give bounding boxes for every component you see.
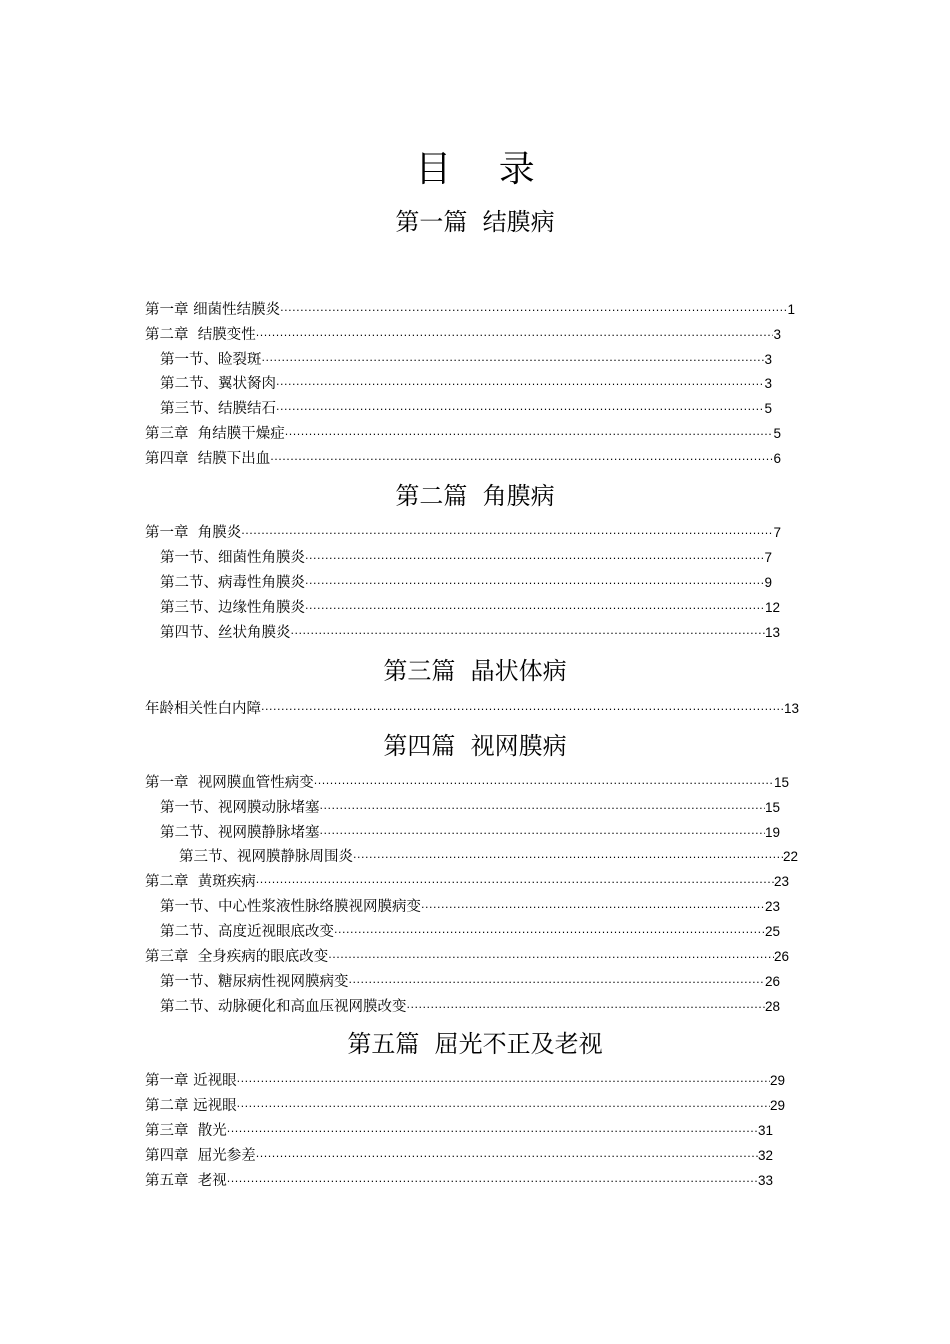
dot-leader — [305, 598, 765, 619]
toc-entry-page: 32 — [757, 1148, 773, 1163]
toc-entry-label: 第二章 远视眼 — [145, 1098, 237, 1114]
dot-leader — [320, 798, 765, 819]
toc-entry-label: 第三节、边缘性角膜炎 — [160, 600, 305, 616]
toc-entry-page: 9 — [764, 575, 772, 590]
dot-leader — [262, 350, 765, 371]
toc-entry[interactable] — [145, 324, 781, 346]
dot-leader — [237, 1096, 770, 1117]
dot-leader — [276, 374, 764, 395]
dot-leader — [256, 872, 774, 893]
toc-entry-label: 第二章 结膜变性 — [145, 327, 256, 343]
toc-entry-page: 3 — [773, 327, 781, 342]
dot-leader — [270, 449, 773, 470]
part-heading-5: 第五篇 屈光不正及老视 — [347, 1030, 603, 1058]
dot-leader — [320, 823, 765, 844]
dot-leader — [280, 300, 787, 321]
dot-leader — [291, 623, 765, 644]
part-heading-4: 第四篇 视网膜病 — [383, 732, 567, 760]
dot-leader — [285, 424, 774, 445]
toc-entry-label: 第三章 散光 — [145, 1123, 227, 1139]
toc-entry[interactable] — [145, 1070, 785, 1092]
toc-entry-label: 第三章 全身疾病的眼底改变 — [145, 949, 329, 965]
dot-leader — [241, 523, 773, 544]
toc-entry-label: 第四章 结膜下出血 — [145, 451, 271, 467]
toc-entry-label: 第二节、视网膜静脉堵塞 — [160, 825, 320, 841]
dot-leader — [328, 947, 774, 968]
toc-entry-page: 13 — [764, 625, 780, 640]
toc-entry-label: 第二节、翼状胬肉 — [160, 376, 276, 392]
toc-entry[interactable] — [179, 846, 798, 868]
toc-entry-label: 第二节、高度近视眼底改变 — [160, 924, 334, 940]
toc-entry[interactable] — [145, 1120, 773, 1142]
toc-entry[interactable] — [145, 448, 781, 470]
dot-leader — [421, 897, 765, 918]
toc-entry-label: 第一节、视网膜动脉堵塞 — [160, 800, 320, 816]
toc-entry-label: 第四节、丝状角膜炎 — [160, 625, 291, 641]
toc-entry-page: 29 — [769, 1098, 785, 1113]
dot-leader — [305, 573, 764, 594]
dot-leader — [276, 399, 764, 420]
toc-entry-page: 12 — [764, 600, 780, 615]
toc-entry[interactable] — [145, 698, 799, 720]
toc-entry-label: 第一章 细菌性结膜炎 — [145, 302, 281, 318]
toc-entry[interactable] — [145, 1170, 773, 1192]
part-heading-3: 第三篇 晶状体病 — [383, 657, 567, 685]
toc-entry-page: 6 — [773, 451, 781, 466]
dot-leader — [353, 847, 783, 868]
toc-entry-label: 第一节、细菌性角膜炎 — [160, 550, 305, 566]
dot-leader — [349, 972, 765, 993]
toc-entry-label: 第一章 近视眼 — [145, 1073, 237, 1089]
part-heading-1: 第一篇 结膜病 — [395, 208, 555, 236]
toc-entry-label: 第三节、视网膜静脉周围炎 — [179, 849, 353, 865]
toc-entry[interactable] — [145, 423, 781, 445]
toc-entry-label: 第二章 黄斑疾病 — [145, 874, 256, 890]
toc-entry[interactable] — [145, 871, 789, 893]
dot-leader — [237, 1071, 770, 1092]
toc-entry[interactable] — [160, 373, 772, 395]
toc-entry-page: 31 — [757, 1123, 773, 1138]
toc-entry-page: 25 — [764, 924, 780, 939]
toc-entry-label: 年龄相关性白内障 — [145, 701, 261, 717]
toc-entry-label: 第三章 角结膜干燥症 — [145, 426, 285, 442]
toc-entry[interactable] — [160, 349, 772, 371]
toc-entry[interactable] — [160, 622, 780, 644]
toc-entry-page: 5 — [764, 401, 772, 416]
toc-entry-label: 第一节、睑裂斑 — [160, 352, 262, 368]
dot-leader — [334, 922, 765, 943]
toc-entry[interactable] — [160, 921, 780, 943]
dot-leader — [227, 1121, 758, 1142]
toc-entry-label: 第一节、中心性浆液性脉络膜视网膜病变 — [160, 899, 421, 915]
part-heading-2: 第二篇 角膜病 — [395, 482, 555, 510]
toc-entry-page: 22 — [782, 849, 798, 864]
toc-entry-label: 第一章 视网膜血管性病变 — [145, 775, 314, 791]
toc-entry[interactable] — [160, 797, 780, 819]
toc-entry-page: 15 — [764, 800, 780, 815]
toc-entry-page: 3 — [764, 376, 772, 391]
toc-entry-label: 第一节、糖尿病性视网膜病变 — [160, 974, 349, 990]
toc-entry-page: 33 — [757, 1173, 773, 1188]
toc-entry-page: 5 — [773, 426, 781, 441]
toc-entry[interactable] — [160, 398, 772, 420]
toc-entry[interactable] — [160, 971, 780, 993]
dot-leader — [256, 325, 774, 346]
toc-entry-page: 7 — [773, 525, 781, 540]
page-title: 目 录 — [415, 149, 553, 190]
toc-entry[interactable] — [145, 299, 795, 321]
toc-entry-page: 28 — [764, 999, 780, 1014]
toc-entry[interactable] — [160, 822, 780, 844]
toc-entry-page: 13 — [783, 701, 799, 716]
toc-entry[interactable] — [160, 597, 780, 619]
dot-leader — [305, 548, 764, 569]
dot-leader — [407, 997, 765, 1018]
toc-entry-label: 第二节、动脉硬化和高血压视网膜改变 — [160, 999, 407, 1015]
dot-leader — [256, 1146, 758, 1167]
toc-entry[interactable] — [145, 1095, 785, 1117]
toc-entry-page: 19 — [764, 825, 780, 840]
toc-entry[interactable] — [160, 896, 780, 918]
toc-entry-label: 第一章 角膜炎 — [145, 525, 242, 541]
toc-entry[interactable] — [145, 946, 789, 968]
toc-entry-page: 15 — [773, 775, 789, 790]
toc-entry-label: 第四章 屈光参差 — [145, 1148, 256, 1164]
toc-entry-page: 1 — [787, 302, 795, 317]
toc-entry[interactable] — [145, 772, 789, 794]
toc-entry[interactable] — [145, 522, 781, 544]
toc-entry-page: 29 — [769, 1073, 785, 1088]
toc-entry-label: 第三节、结膜结石 — [160, 401, 276, 417]
dot-leader — [314, 773, 774, 794]
toc-entry[interactable] — [160, 996, 780, 1018]
toc-entry-page: 3 — [764, 352, 772, 367]
dot-leader — [261, 699, 784, 720]
toc-entry-page: 23 — [773, 874, 789, 889]
toc-entry[interactable] — [160, 572, 772, 594]
toc-entry-page: 26 — [773, 949, 789, 964]
toc-entry[interactable] — [145, 1145, 773, 1167]
toc-entry-page: 23 — [764, 899, 780, 914]
toc-entry-page: 26 — [764, 974, 780, 989]
dot-leader — [227, 1171, 758, 1192]
toc-entry[interactable] — [160, 547, 772, 569]
toc-entry-label: 第五章 老视 — [145, 1173, 227, 1189]
toc-entry-label: 第二节、病毒性角膜炎 — [160, 575, 305, 591]
toc-entry-page: 7 — [764, 550, 772, 565]
